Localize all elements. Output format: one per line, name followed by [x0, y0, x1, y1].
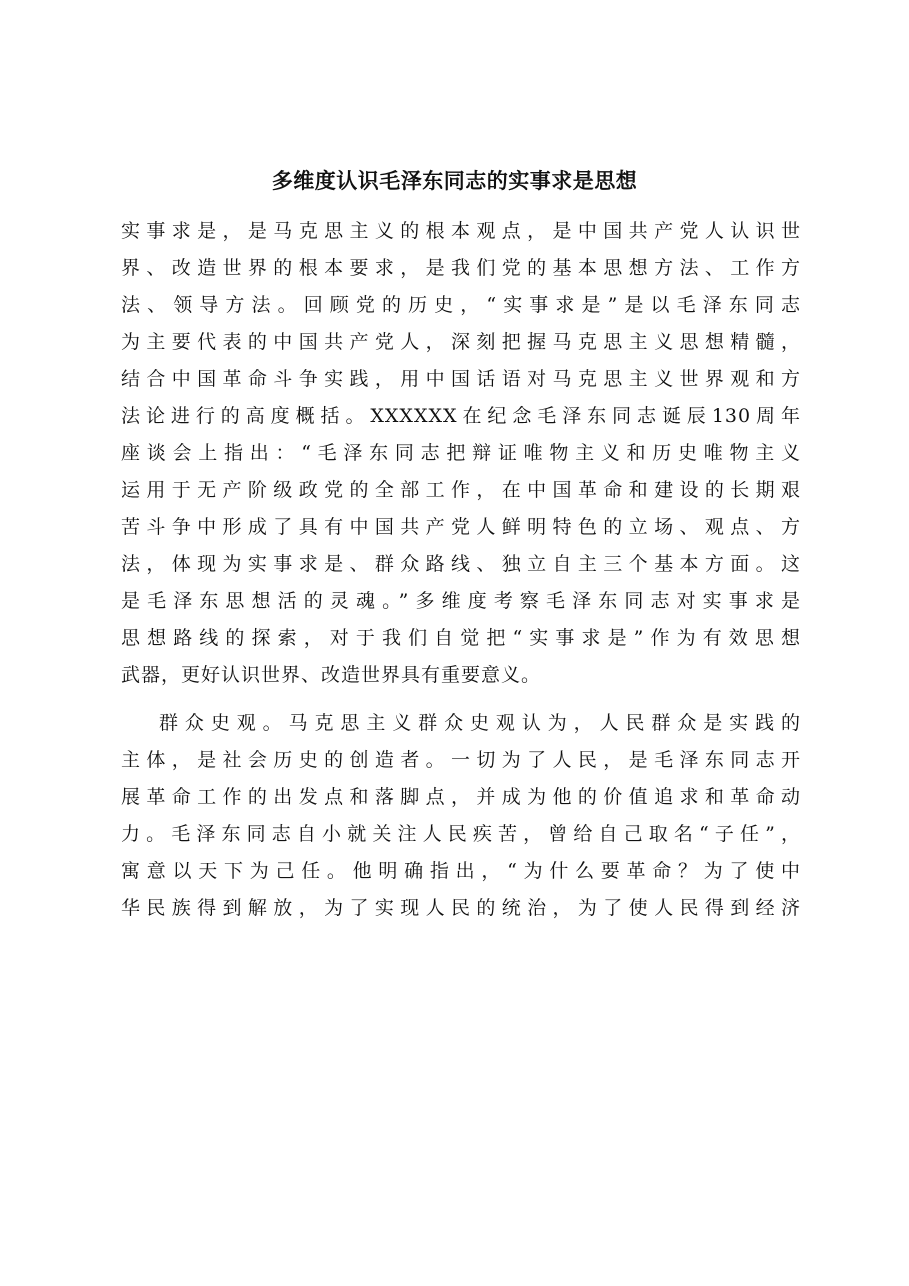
text-line: 法，体现为实事求是、群众路线、独立自主三个基本方面。这: [121, 553, 801, 575]
text-line: 华民族得到解放，为了实现人民的统治，为了使人民得到经济: [121, 897, 801, 919]
document-title: 多维度认识毛泽东同志的实事求是思想: [271, 168, 638, 193]
text-line: 为主要代表的中国共产党人，深刻把握马克思主义思想精髓，: [121, 331, 801, 353]
paragraph-spacer: [121, 694, 801, 705]
text-line: 是毛泽东思想活的灵魂。”多维度考察毛泽东同志对实事求是: [121, 590, 801, 612]
text-line: 运用于无产阶级政党的全部工作，在中国革命和建设的长期艰: [121, 479, 801, 501]
text-line: 群众史观。马克思主义群众史观认为，人民群众是实践的: [159, 712, 801, 734]
text-line: 座谈会上指出：“毛泽东同志把辩证唯物主义和历史唯物主义: [121, 442, 801, 464]
text-line: 主体，是社会历史的创造者。一切为了人民，是毛泽东同志开: [121, 749, 801, 771]
text-line: 界、改造世界的根本要求，是我们党的基本思想方法、工作方: [121, 257, 801, 279]
paragraph-mass-view: [121, 705, 801, 927]
paragraph-intro: [121, 213, 801, 694]
text-line: 展革命工作的出发点和落脚点，并成为他的价值追求和革命动: [121, 786, 801, 808]
text-line: 实事求是，是马克思主义的根本观点，是中国共产党人认识世: [121, 220, 801, 242]
text-line: 思想路线的探索，对于我们自觉把“实事求是”作为有效思想: [121, 627, 801, 649]
text-line: 法、领导方法。回顾党的历史，“实事求是”是以毛泽东同志: [121, 294, 801, 316]
text-line: 寓意以天下为己任。他明确指出，“为什么要革命？为了使中: [121, 860, 801, 882]
text-line: 武器，更好认识世界、改造世界具有重要意义。: [121, 664, 542, 686]
text-line: 结合中国革命斗争实践，用中国话语对马克思主义世界观和方: [121, 368, 801, 390]
document-body: [121, 213, 801, 927]
text-line: 力。毛泽东同志自小就关注人民疾苦，曾给自己取名“子任”，: [121, 823, 801, 845]
text-line: 苦斗争中形成了具有中国共产党人鲜明特色的立场、观点、方: [121, 516, 801, 538]
text-line: 法论进行的高度概括。XXXXXX在纪念毛泽东同志诞辰130周年: [121, 405, 801, 427]
